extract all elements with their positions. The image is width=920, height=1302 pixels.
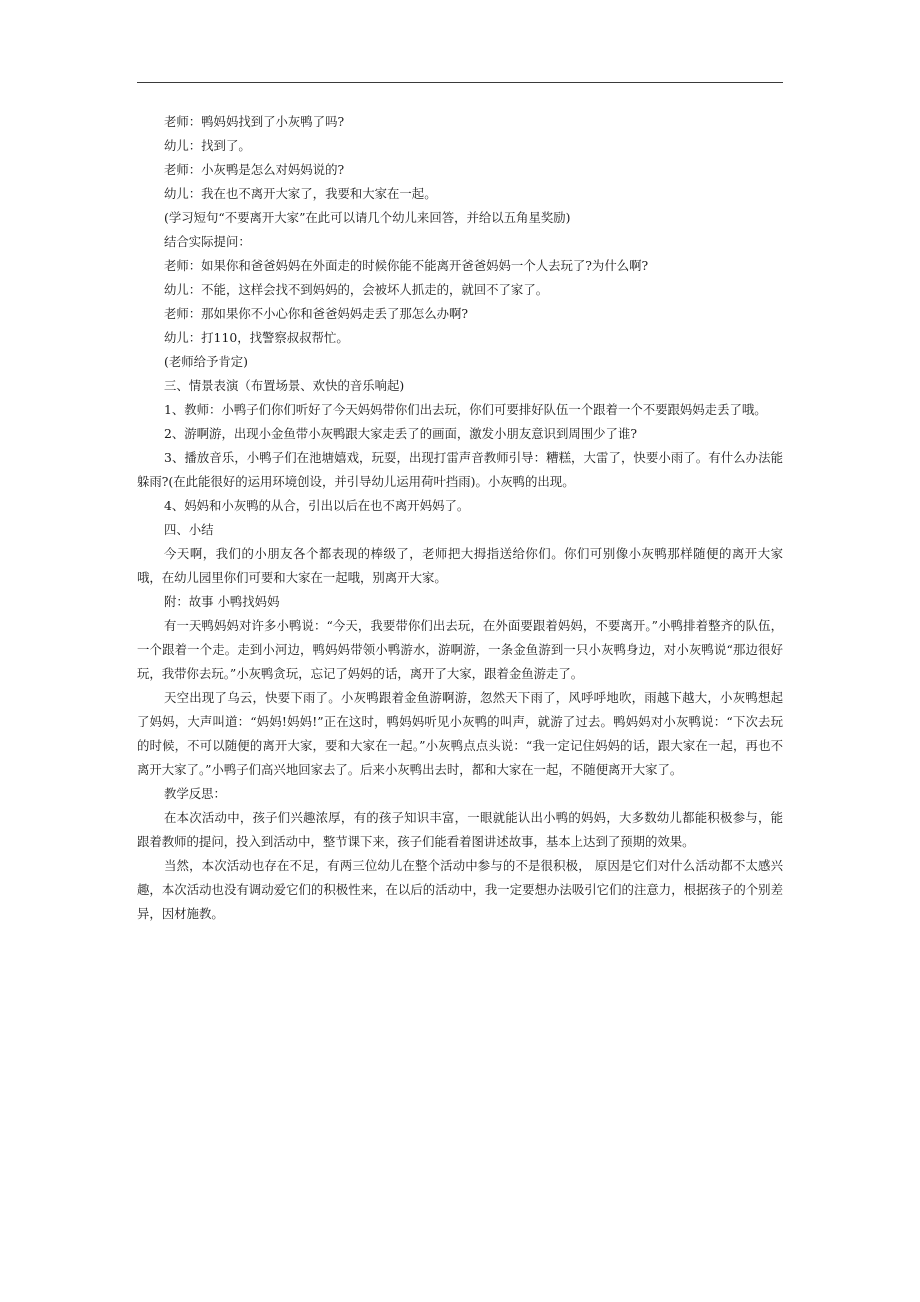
dialogue-line: 幼儿：不能，这样会找不到妈妈的，会被坏人抓走的，就回不了家了。 [164, 282, 549, 297]
step-item: 4、妈妈和小灰鸭的从合，引出以后在也不离开妈妈了。 [164, 498, 470, 513]
reflection-heading: 教学反思： [164, 786, 226, 801]
section-label: 结合实际提问： [164, 234, 251, 249]
reflection-paragraph-2: 当然，本次活动也存在不足，有两三位幼儿在整个活动中参与的不是很积极， 原因是它们对什么活动都不太感兴趣，本次活动也没有调动爱它们的积极性来，在以后的活动中，我一定要想办法吸引它们的注意力，根据孩子的个别差异，因材施教。 [137, 858, 783, 921]
dialogue-line: 幼儿：找到了。 [164, 138, 251, 153]
dialogue-line: 老师：小灰鸭是怎么对妈妈说的? [164, 162, 345, 177]
dialogue-line: 老师：那如果你不小心你和爸爸妈妈走丢了那怎么办啊? [164, 306, 469, 321]
dialogue-line: 老师：鸭妈妈找到了小灰鸭了吗? [164, 114, 345, 129]
dialogue-line: 幼儿：打110，找警察叔叔帮忙。 [164, 330, 349, 345]
note-line: (学习短句“不要离开大家”在此可以请几个幼儿来回答，并给以五角星奖励) [164, 210, 571, 225]
summary-paragraph: 今天啊，我们的小朋友各个都表现的棒级了，老师把大拇指送给你们。你们可别像小灰鸭那样随便的离开大家哦，在幼儿园里你们可要和大家在一起哦，别离开大家。 [137, 546, 783, 585]
summary-heading: 四、小结 [164, 522, 214, 537]
step-item: 2、游啊游，出现小金鱼带小灰鸭跟大家走丢了的画面，激发小朋友意识到周围少了谁? [164, 426, 637, 441]
story-heading: 附：故事 小鸭找妈妈 [164, 594, 280, 609]
step-item-rain: 3、播放音乐，小鸭子们在池塘嬉戏，玩耍，出现打雷声音教师引导：糟糕，大雷了，快要小雨了。有什么办法能躲雨?(在此能很好的运用环境创设，并引导幼儿运用荷叶挡雨)。小灰鸭的出现。 [137, 450, 783, 489]
story-paragraph-1: 有一天鸭妈妈对许多小鸭说：“今天，我要带你们出去玩，在外面要跟着妈妈，不要离开。”小鸭排着整齐的队伍，一个跟着一个走。走到小河边，鸭妈妈带领小鸭游水，游啊游，一条金鱼游到一只小灰鸭身边，对小灰鸭说“那边很好玩，我带你去玩。”小灰鸭贪玩，忘记了妈妈的话，离开了大家，跟着金鱼游走了。 [137, 618, 783, 681]
story-paragraph-2: 天空出现了乌云，快要下雨了。小灰鸭跟着金鱼游啊游，忽然天下雨了，风呼呼地吹，雨越下越大，小灰鸭想起了妈妈，大声叫道：“妈妈!妈妈!”正在这时，鸭妈妈听见小灰鸭的叫声，就游了过去。鸭妈妈对小灰鸭说：“下次去玩的时候，不可以随便的离开大家，要和大家在一起。”小灰鸭点点头说：“我一定记住妈妈的话，跟大家在一起，再也不离开大家了。”小鸭子们高兴地回家去了。后来小灰鸭出去时，都和大家在一起，不随便离开大家了。 [137, 690, 783, 777]
section-heading: 三、情景表演（布置场景、欢快的音乐响起) [164, 378, 405, 393]
reflection-paragraph-1: 在本次活动中，孩子们兴趣浓厚，有的孩子知识丰富，一眼就能认出小鸭的妈妈，大多数幼儿都能积极参与，能跟着教师的提问，投入到活动中，整节课下来，孩子们能看着图讲述故事，基本上达到了预期的效果。 [137, 810, 783, 849]
document-body [137, 110, 783, 926]
dialogue-line: 幼儿：我在也不离开大家了，我要和大家在一起。 [164, 186, 437, 201]
header-rule [137, 82, 783, 83]
step-item: 1、教师：小鸭子们你们听好了今天妈妈带你们出去玩，你们可要排好队伍一个跟着一个不要跟妈妈走丢了哦。 [164, 402, 767, 417]
dialogue-line: 老师：如果你和爸爸妈妈在外面走的时候你能不能离开爸爸妈妈一个人去玩了?为什么啊? [164, 258, 649, 273]
note-line: (老师给予肯定) [164, 354, 249, 369]
